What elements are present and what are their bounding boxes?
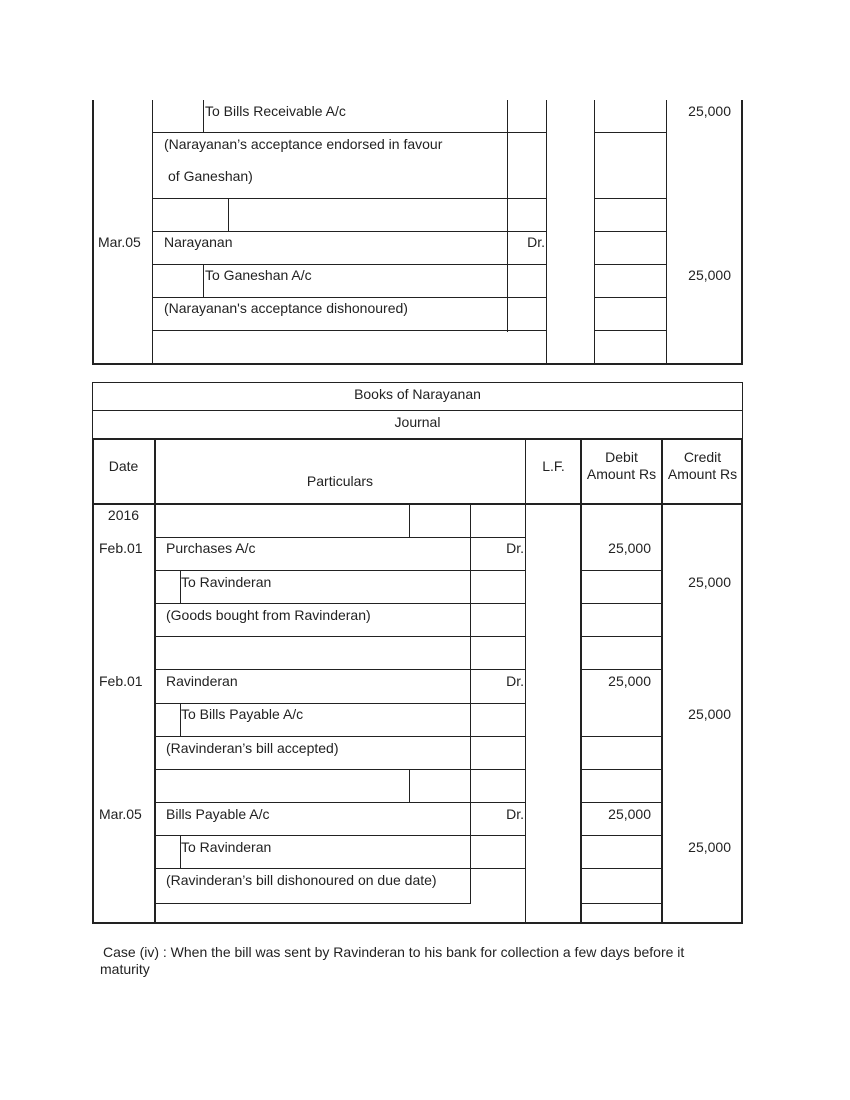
particulars-text: To Ganeshan A/c: [205, 267, 312, 283]
table-border: [594, 231, 667, 232]
table-border: [409, 505, 410, 538]
table-border: [741, 100, 743, 365]
dr-marker: Dr.: [527, 234, 545, 250]
table-border: [155, 603, 525, 604]
credit-amount: 25,000: [688, 839, 731, 855]
debit-amount: 25,000: [608, 540, 651, 556]
table-border: [155, 537, 525, 538]
table-border: [152, 297, 547, 298]
table-border: [155, 903, 471, 904]
table-border: [409, 770, 410, 803]
table-border: [155, 703, 525, 704]
narration-text: of Ganeshan): [168, 168, 253, 184]
table-border: [581, 669, 662, 670]
narration-text: (Narayanan's acceptance dishonoured): [164, 300, 408, 316]
table-border: [594, 132, 667, 133]
dr-marker: Dr.: [506, 540, 524, 556]
table-border: [152, 330, 547, 331]
entry-date: Feb.01: [99, 673, 143, 689]
debit-account: Bills Payable A/c: [166, 806, 270, 822]
journal-year: 2016: [107, 507, 140, 523]
case-note-line: maturity: [100, 961, 150, 977]
table-border: [155, 736, 525, 737]
debit-amount: 25,000: [608, 806, 651, 822]
table-border: [581, 868, 662, 869]
table-border: [203, 100, 204, 133]
narration-text: (Narayanan’s acceptance endorsed in favour: [164, 136, 443, 152]
table-border: [581, 835, 662, 836]
table-border: [470, 505, 471, 904]
credit-account: To Ravinderan: [181, 839, 272, 855]
table-border: [594, 100, 595, 365]
table-border: [155, 802, 525, 803]
journal-title: Journal: [394, 414, 441, 430]
dr-marker: Dr.: [506, 806, 524, 822]
table-border: [92, 410, 743, 411]
table-border: [92, 382, 743, 383]
entry-date: Feb.01: [99, 540, 143, 556]
case-note-line: Case (iv) : When the bill was sent by Ravinderan to his bank for collection a few days before it: [103, 944, 685, 960]
debit-amount: 25,000: [608, 673, 651, 689]
table-border: [92, 922, 743, 924]
table-border: [152, 132, 547, 133]
table-border: [155, 868, 525, 869]
table-border: [581, 736, 662, 737]
debit-account: Purchases A/c: [166, 540, 256, 556]
table-border: [228, 199, 229, 232]
column-header-particulars: Particulars: [306, 473, 374, 489]
credit-account: To Bills Payable A/c: [181, 706, 304, 722]
table-border: [546, 100, 547, 365]
narration-text: (Ravinderan’s bill accepted): [166, 740, 339, 756]
table-border: [594, 264, 667, 265]
table-border: [155, 636, 525, 637]
table-border: [152, 198, 547, 199]
narration-text: (Goods bought from Ravinderan): [166, 607, 371, 623]
table-border: [581, 570, 662, 571]
credit-account: To Ravinderan: [181, 574, 272, 590]
dr-marker: Dr.: [506, 673, 524, 689]
column-header-debit: Debit: [605, 449, 638, 465]
column-header-lf: L.F.: [542, 458, 565, 474]
entry-date: Mar.05: [99, 806, 142, 822]
table-border: [92, 438, 743, 440]
credit-amount: 25,000: [688, 706, 731, 722]
table-border: [594, 198, 667, 199]
entry-date: Mar.05: [98, 234, 141, 250]
table-border: [581, 769, 662, 770]
table-border: [741, 438, 743, 924]
table-border: [203, 265, 204, 298]
table-border: [152, 231, 547, 232]
book-title: Books of Narayanan: [354, 386, 481, 402]
column-header-credit: Amount Rs: [667, 466, 738, 482]
credit-amount: 25,000: [688, 267, 731, 283]
column-header-debit: Amount Rs: [586, 466, 657, 482]
table-border: [581, 802, 662, 803]
table-border: [152, 264, 547, 265]
table-border: [155, 570, 525, 571]
table-border: [581, 636, 662, 637]
table-border: [581, 603, 662, 604]
table-border: [155, 669, 525, 670]
column-header-date: Date: [108, 458, 139, 474]
table-border: [525, 438, 526, 924]
table-border: [152, 100, 153, 365]
credit-amount: 25,000: [688, 574, 731, 590]
table-border: [155, 835, 525, 836]
table-border: [155, 769, 525, 770]
particulars-text: To Bills Receivable A/c: [205, 103, 346, 119]
debit-account: Ravinderan: [166, 673, 238, 689]
particulars-text: Narayanan: [164, 234, 233, 250]
table-border: [581, 903, 662, 904]
table-border: [92, 503, 743, 505]
column-header-credit: Credit: [683, 449, 722, 465]
table-border: [594, 330, 667, 331]
table-border: [92, 100, 94, 365]
table-border: [594, 297, 667, 298]
credit-amount: 25,000: [688, 103, 731, 119]
narration-text: (Ravinderan’s bill dishonoured on due date): [166, 872, 437, 888]
table-border: [666, 100, 667, 365]
table-border: [92, 363, 743, 365]
